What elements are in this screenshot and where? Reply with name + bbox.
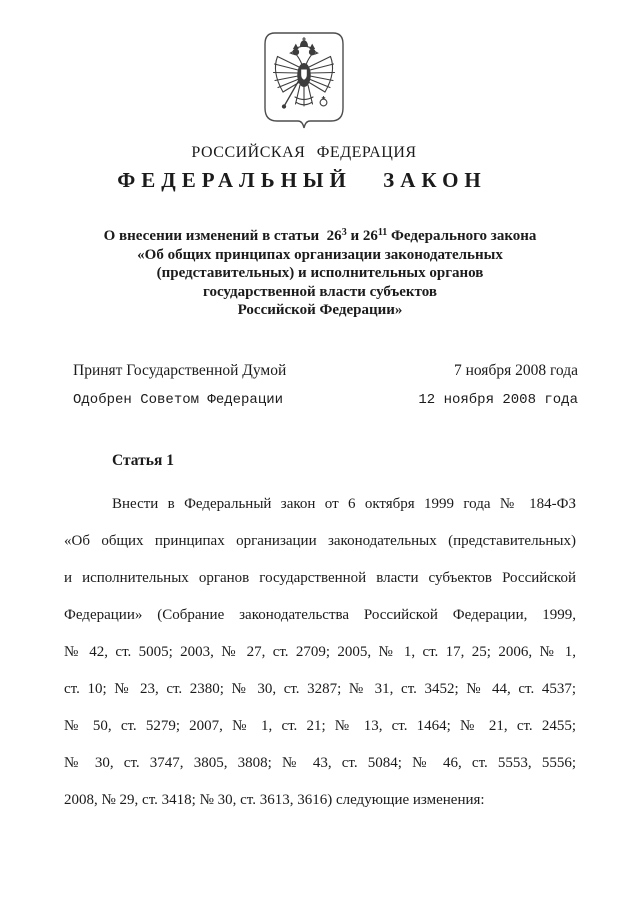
article-1-heading: Статья 1 — [112, 452, 174, 469]
adopted-by-duma-date: 7 ноября 2008 года — [453, 362, 578, 379]
article-superscript-11: 11 — [377, 227, 388, 238]
body-line: 2008, № 29, ст. 3418; № 30, ст. 3613, 3616) следующие изменения: — [64, 792, 485, 808]
body-line: № 42, ст. 5005; 2003, № 27, ст. 2709; 2005, № 1, ст. 17, 25; 2006, № 1, — [64, 644, 576, 660]
law-title-line-3: (представительных) и исполнительных органов — [156, 265, 484, 281]
country-name: РОССИЙСКАЯ ФЕДЕРАЦИЯ — [191, 144, 417, 161]
law-title-line-2: «Об общих принципах организации законодательных — [137, 246, 503, 263]
adoption-row-duma — [73, 362, 578, 380]
approved-by-council-date: 12 ноября 2008 года — [418, 392, 578, 408]
article-superscript-3: 3 — [341, 227, 347, 238]
title-text-post: Федерального закона — [387, 228, 537, 244]
law-title — [64, 227, 576, 320]
title-text-pre: О внесении изменений в статьи 26 — [103, 228, 342, 244]
adopted-by-duma-label: Принят Государственной Думой — [73, 362, 287, 379]
body-line: № 50, ст. 5279; 2007, № 1, ст. 21; № 13, ст. 1464; № 21, ст. 2455; — [64, 718, 576, 734]
body-line: Внести в Федеральный закон от 6 октября 1999 года № 184-ФЗ — [112, 496, 576, 512]
law-title-line-1 — [64, 227, 576, 246]
law-title-line-4: государственной власти субъектов — [203, 283, 437, 300]
body-line: ст. 10; № 23, ст. 2380; № 30, ст. 3287; № 31, ст. 3452; № 44, ст. 4537; — [64, 681, 576, 697]
russia-coat-of-arms-icon — [262, 31, 346, 129]
body-line: № 30, ст. 3747, 3805, 3808; № 43, ст. 5084; № 46, ст. 5553, 5556; — [64, 755, 576, 771]
document-type-heading: ФЕДЕРАЛЬНЫЙ ЗАКОН — [117, 168, 487, 192]
body-line: и исполнительных органов государственной власти субъектов Российской — [64, 570, 576, 586]
body-line: «Об общих принципах организации законодательных (представительных) — [64, 533, 576, 549]
adoption-row-council — [73, 392, 578, 408]
adoption-block — [73, 362, 578, 408]
title-text-mid: и 26 — [346, 228, 378, 244]
law-title-line-5: Российской Федерации» — [237, 302, 403, 318]
approved-by-council-label: Одобрен Советом Федерации — [73, 392, 284, 408]
law-body-paragraph — [64, 486, 576, 819]
body-line: Федерации» (Собрание законодательства Российской Федерации, 1999, — [64, 607, 576, 623]
